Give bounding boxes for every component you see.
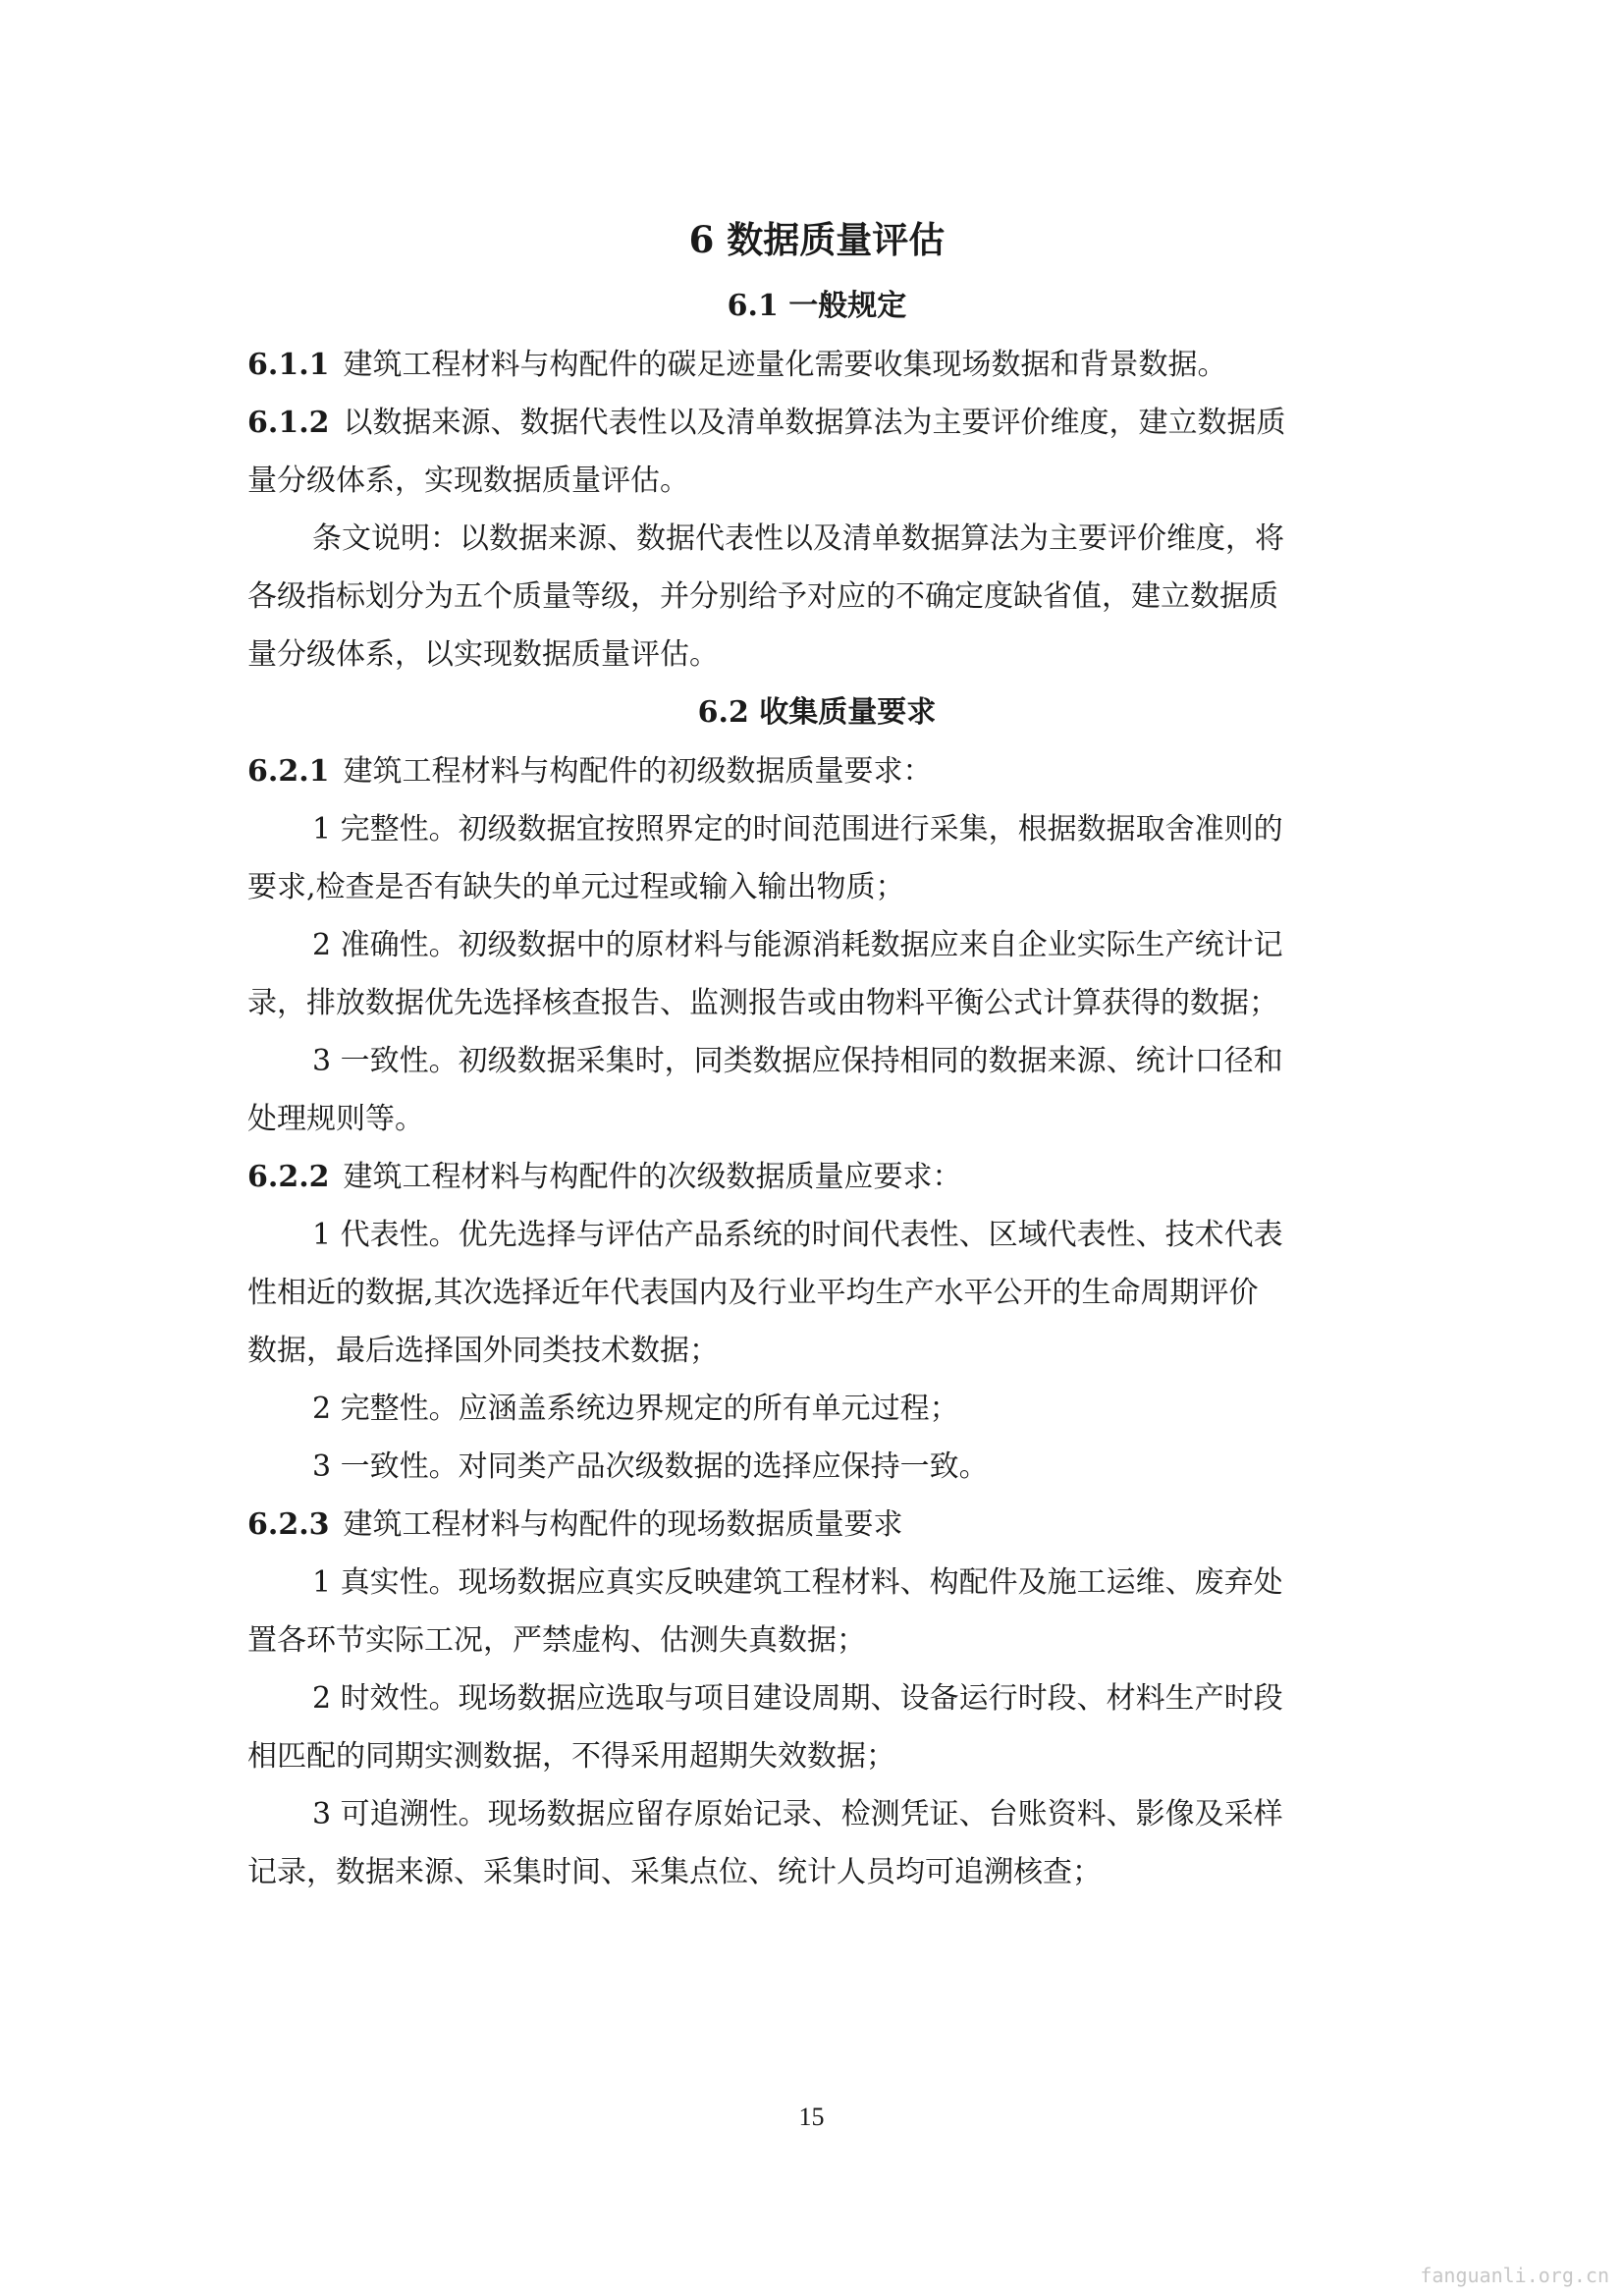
- list-item-continuation: 录，排放数据优先选择核查报告、监测报告或由物料平衡公式计算获得的数据；: [247, 986, 1278, 1020]
- clause-number: 6.1.1: [247, 348, 330, 382]
- clause-6-1-2: [247, 394, 1386, 452]
- clause-6-2-3: [247, 1496, 1386, 1554]
- list-item: 3 一致性。初级数据采集时，同类数据应保持相同的数据来源、统计口径和: [312, 1044, 1283, 1078]
- clause-number: 6.2.1: [247, 754, 330, 789]
- page-content: [247, 210, 1386, 1901]
- clause-text-continuation: 量分级体系，实现数据质量评估。: [247, 464, 689, 498]
- list-item: 2 完整性。应涵盖系统边界规定的所有单元过程；: [312, 1392, 959, 1426]
- chapter-title: 6 数据质量评估: [688, 218, 946, 261]
- page-number: 15: [798, 2103, 825, 2131]
- clause-number: 6.2.2: [247, 1160, 330, 1194]
- list-item-continuation: 相匹配的同期实测数据，不得采用超期失效数据；: [247, 1739, 895, 1774]
- clause-text: 建筑工程材料与构配件的初级数据质量要求：: [343, 754, 933, 789]
- list-item-continuation: 置各环节实际工况，严禁虚构、估测失真数据；: [247, 1623, 866, 1658]
- list-item: 3 可追溯性。现场数据应留存原始记录、检测凭证、台账资料、影像及采样: [312, 1797, 1283, 1831]
- list-item-continuation: 记录，数据来源、采集时间、采集点位、统计人员均可追溯核查；: [247, 1855, 1102, 1889]
- list-item-continuation: 处理规则等。: [247, 1102, 424, 1136]
- explanatory-note-continuation: 量分级体系，以实现数据质量评估。: [247, 637, 719, 672]
- explanatory-note-continuation: 各级指标划分为五个质量等级，并分别给予对应的不确定度缺省值，建立数据质: [247, 579, 1278, 614]
- clause-number: 6.2.3: [247, 1507, 330, 1542]
- section-title: 6.1 一般规定: [727, 289, 907, 323]
- list-item: 1 完整性。初级数据宜按照界定的时间范围进行采集，根据数据取舍准则的: [312, 812, 1283, 847]
- clause-6-2-2: [247, 1148, 1386, 1206]
- clause-text: 建筑工程材料与构配件的碳足迹量化需要收集现场数据和背景数据。: [343, 348, 1227, 382]
- list-item: 3 一致性。对同类产品次级数据的选择应保持一致。: [312, 1449, 989, 1484]
- list-item: 1 真实性。现场数据应真实反映建筑工程材料、构配件及施工运维、废弃处: [312, 1565, 1283, 1600]
- clause-text: 建筑工程材料与构配件的现场数据质量要求: [343, 1507, 903, 1542]
- list-item: 1 代表性。优先选择与评估产品系统的时间代表性、区域代表性、技术代表: [312, 1218, 1283, 1252]
- list-item-continuation: 要求,检查是否有缺失的单元过程或输入输出物质；: [247, 870, 905, 904]
- clause-6-2-1: [247, 742, 1386, 800]
- list-item-continuation: 性相近的数据,其次选择近年代表国内及行业平均生产水平公开的生命周期评价: [247, 1276, 1259, 1310]
- watermark: fanguanli.org.cn: [1420, 2264, 1609, 2287]
- list-item-continuation: 数据，最后选择国外同类技术数据；: [247, 1334, 719, 1368]
- list-item: 2 时效性。现场数据应选取与项目建设周期、设备运行时段、材料生产时段: [312, 1681, 1283, 1716]
- clause-text: 建筑工程材料与构配件的次级数据质量应要求：: [343, 1160, 962, 1194]
- section-title: 6.2 收集质量要求: [697, 695, 937, 730]
- explanatory-note: 条文说明：以数据来源、数据代表性以及清单数据算法为主要评价维度，将: [312, 521, 1284, 556]
- clause-6-1-1: [247, 336, 1386, 394]
- clause-text: 以数据来源、数据代表性以及清单数据算法为主要评价维度，建立数据质: [343, 406, 1286, 440]
- clause-number: 6.1.2: [247, 406, 330, 440]
- list-item: 2 准确性。初级数据中的原材料与能源消耗数据应来自企业实际生产统计记: [312, 928, 1283, 962]
